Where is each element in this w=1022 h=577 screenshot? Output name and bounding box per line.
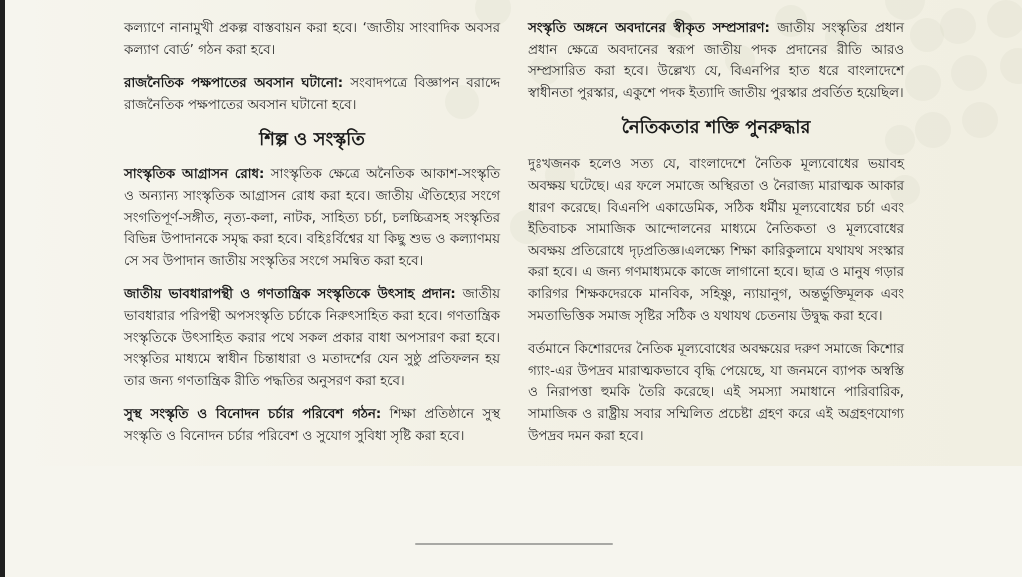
decorative-circle (987, 0, 1022, 38)
paragraph-heading: জাতীয় ভাবধারাপন্থী ও গণতান্ত্রিক সংস্কৃতিকে উৎসাহ প্রদান: (124, 287, 456, 303)
paragraph-heading: রাজনৈতিক পক্ষপাতের অবসান ঘটানো: (124, 76, 344, 92)
paragraph-text: দুঃখজনক হলেও সত্য যে, বাংলাদেশে নৈতিক মূল্যবোধের ভয়াবহ অবক্ষয় ঘটেছে। এর ফলে সমাজে অস্থিরতা ও নৈরাজ্য মারাত্মক আকার ধারণ করেছে। বিএনপি একাডেমিক, সঠিক ধর্মীয় মূল্যবোধের চর্চা এবং ইতিবাচক সামাজিক আন্দোলনের মাধ্যমে নৈতিকতা ও মূল্যবোধের অবক্ষয় প্রতিরোধে দৃঢ়প্রতিজ্ঞ।এলক্ষ্যে শিক্ষা কারিকুলামে যথাযথ সংস্কার করা হবে। এ জন্য গণমাধ্যমকে কাজে লাগানো হবে। ছাত্র ও মানুষ গড়ার কারিগর শিক্ষকদেরকে মানবিক, সহিষ্ণু, ন্যায়ানুগ, অন্তর্ভুক্তিমূলক এবং সমতাভিত্তিক সমাজ সৃষ্টির সঠিক ও যথাযথ চেতনায় উদ্বুদ্ধ করা হবে। (528, 157, 904, 324)
paragraph-text: সাংস্কৃতিক ক্ষেত্রে অনৈতিক আকাশ-সংস্কৃতি ও অন্যান্য সাংস্কৃতিক আগ্রাসন রোধ করা হবে। জাতীয় ঐতিহ্যের সংগে সংগতিপূর্ণ-সঙ্গীত, নৃত্য-কলা, নাটক, সাহিত্য চর্চা, চলচ্চিত্রসহ সংস্কৃতির বিভিন্ন উপাদানকে সমৃদ্ধ করা হবে। বহিঃর্বিশ্বের যা কিছু শুভ ও কল্যাণময় সে সব উপাদান জাতীয় সংস্কৃতির সংগে সমন্বিত করা হবে। (124, 167, 500, 269)
paragraph (124, 73, 500, 116)
paragraph-text: জাতীয় সংস্কৃতির প্রধান প্রধান ক্ষেত্রে অবদানের স্বরূপ জাতীয় পদক প্রদানের রীতি আরও সম্প্রসারিত করা হবে। উল্লেখ্য যে, বিএনপির হাত ধরে বাংলাদেশে স্বাধীনতা পুরস্কার, একুশে পদক ইত্যাদি জাতীয় পুরস্কার প্রবর্তিত হয়েছিল। (528, 21, 904, 101)
section-title-moral-restoration: নৈতিকতার শক্তি পুনরুদ্ধার (621, 117, 811, 139)
document-page (5, 0, 1022, 577)
paragraph-text: কল্যাণে নানামুখী প্রকল্প বাস্তবায়ন করা হবে। ‘জাতীয় সাংবাদিক অবসর কল্যাণ বোর্ড’ গঠন করা হবে। (124, 21, 500, 58)
paragraph (528, 18, 904, 104)
horizontal-scroll-indicator[interactable] (415, 543, 613, 545)
section-title-arts-culture: শিল্প ও সংস্কৃতি (259, 129, 365, 151)
paragraph-text: বর্তমানে কিশোরদের নৈতিক মূল্যবোধের অবক্ষয়ের দরুণ সমাজে কিশোর গ্যাং-এর উপদ্রব মারাত্মকভাবে বৃদ্ধি পেয়েছে, যা জনমনে ব্যাপক অস্বস্তি ও নিরাপত্তা হুমকি তৈরি করেছে। এই সমস্যা সমাধানে পারিবারিক, সামাজিক ও রাষ্ট্রীয় সবার সম্মিলিত প্রচেষ্টা গ্রহণ করে এই অগ্রহণযোগ্য উপদ্রব দমন করা হবে। (528, 342, 904, 444)
paragraph (124, 164, 500, 272)
left-column (124, 18, 500, 460)
decorative-circle (951, 55, 987, 91)
paragraph-text: সংবাদপত্রে বিজ্ঞাপন বরাদ্দে রাজনৈতিক পক্ষপাতের অবসান ঘটানো হবে। (124, 76, 501, 113)
paragraph-heading: সাংস্কৃতিক আগ্রাসন রোধ: (124, 167, 265, 183)
paragraph (124, 18, 500, 61)
paragraph (124, 284, 500, 392)
decorative-circle (962, 102, 998, 138)
paragraph-heading: সংস্কৃতি অঙ্গনে অবদানের স্বীকৃত সম্প্রসারণ: (528, 21, 770, 36)
decorative-circle (910, 18, 944, 52)
paragraph-heading: সুস্থ সংস্কৃতি ও বিনোদন চর্চার পরিবেশ গঠন: (124, 407, 382, 423)
paragraph (124, 404, 500, 447)
decorative-circle (915, 112, 951, 148)
right-column (528, 18, 904, 459)
paragraph (528, 339, 904, 447)
paragraph-text: শিক্ষা প্রতিষ্ঠানে সুস্থ সংস্কৃতি ও বিনোদন চর্চার পরিবেশ ও সুযোগ সুবিধা সৃষ্টি করা হবে। (124, 407, 500, 444)
decorative-circle (940, 8, 976, 44)
decorative-circle (905, 65, 941, 101)
paragraph (528, 154, 904, 327)
paragraph-text: জাতীয় ভাবধারার পরিপন্থী অপসংস্কৃতি চর্চাকে নিরুৎসাহিত করা হবে। গণতান্ত্রিক সংস্কৃতিকে উৎসাহিত করার পথে সকল প্রকার বাধা অপসারণ করা হবে। সংস্কৃতির মাধ্যমে স্বাধীন চিন্তাধারা ও মতাদর্শের যেন সুষ্ঠু প্রতিফলন হয় তার জন্য গণতান্ত্রিক রীতি পদ্ধতির অনুসরণ করা হবে। (124, 287, 500, 389)
